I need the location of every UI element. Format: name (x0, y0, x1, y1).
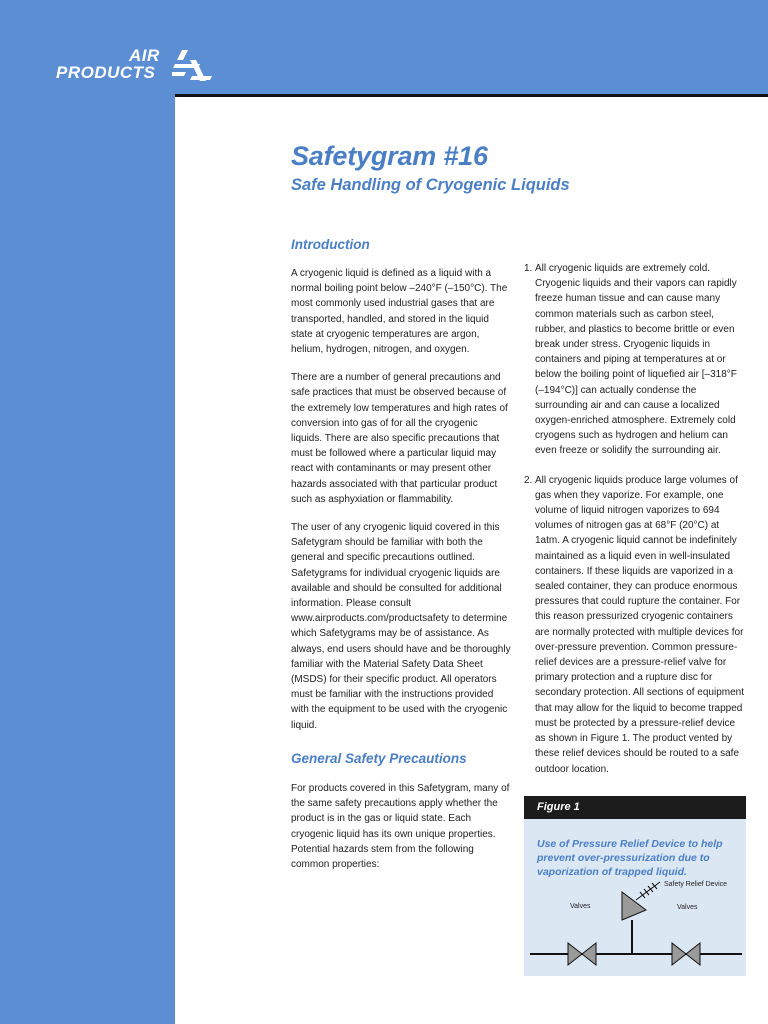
list-item-number: 1. (524, 263, 533, 274)
general-precautions-body (291, 781, 511, 872)
relief-valve-icon (622, 892, 646, 920)
page-title: Safetygram #16 (291, 141, 488, 171)
logo-text-air: AIR (129, 46, 160, 65)
valves-label-right: Valves (677, 904, 698, 911)
properties-list (524, 261, 746, 777)
introduction-paragraph: The user of any cryogenic liquid covered in this Safetygram should be familiar with both the general and specific precautions outlined. Safetygrams for individual cryogenic liquids are available and should be consulted for additional information. Please consult www.airproducts.com/productsafety to determine which Safetygrams may be of assistance. As always, end users should have and be thoroughly familiar with the Material Safety Data Sheet (MSDS) for their specific product. All operators must be familiar with the instructions provided with the equipment to be used with the cryogenic liquid. (291, 522, 511, 731)
valve-left-icon (568, 943, 596, 965)
valves-label-left: Valves (570, 903, 591, 910)
introduction-body (291, 266, 511, 733)
general-precautions-heading: General Safety Precautions (291, 751, 467, 766)
introduction-heading: Introduction (291, 237, 370, 252)
list-item (524, 473, 746, 777)
introduction-paragraph: A cryogenic liquid is defined as a liquid with a normal boiling point below –240°F (–150°C). The most commonly used industrial gases that are transported, handled, and stored in the liquid state at cryogenic temperatures are argon, helium, hydrogen, nitrogen, and oxygen. (291, 268, 508, 356)
introduction-paragraph: There are a number of general precautions and safe practices that must be observed because of the extremely low temperatures and high rates of conversion into gas of for all the cryogenic liquids. There are also specific precautions that must be followed where a particular liquid may react with contaminants or may present other hazards associated with that particular product such as asphyxiation or flammability. (291, 372, 508, 505)
list-item (524, 261, 746, 459)
figure-caption: Use of Pressure Relief Device to help prevent over-pressurization due to vaporization of trapped liquid. (537, 837, 723, 878)
page-subtitle: Safe Handling of Cryogenic Liquids (291, 176, 570, 194)
logo-text-products: PRODUCTS (56, 63, 156, 82)
brand-logo (54, 44, 224, 88)
list-item-number: 2. (524, 474, 533, 486)
list-item-text: All cryogenic liquids produce large volumes of gas when they vaporize. For example, one volume of liquid nitrogen vaporizes to 694 volumes of nitrogen gas at 68°F (20°C) at 1atm. A cryogenic liquid cannot be indefinitely maintained as a liquid even in well-insulated containers. If these liquids are vaporized in a sealed container, they can produce enormous pressures that could rupture the container. For this reason pressurized cryogenic containers are normally protected with multiple devices for over-pressure prevention. Common pressure-relief devices are a pressure-relief valve for primary protection and a rupture disc for secondary protection. All sections of equipment that may allow for the liquid to become trapped must be protected by a pressure-relief device as shown in Figure 1. The product vented by these relief devices should be routed to a safe outdoor location. (535, 474, 745, 775)
figure-1 (524, 796, 746, 976)
general-precautions-paragraph: For products covered in this Safetygram, many of the same safety precautions apply whether the product is in the gas or liquid state. Each cryogenic liquid has its own unique properties. Potential hazards stem from the following common properties: (291, 783, 510, 871)
figure-title: Figure 1 (537, 801, 580, 813)
relief-device-label: Safety Relief Device (664, 881, 728, 888)
valve-right-icon (672, 943, 700, 965)
logo-mark-icon (172, 48, 220, 84)
relief-spring-icon (636, 882, 660, 900)
list-item-text: All cryogenic liquids are extremely cold. Cryogenic liquids and their vapors can rapidly freeze human tissue and can cause many common materials such as carbon steel, rubber, and plastics to become brittle or even break under stress. Cryogenic liquids in containers and piping at temperatures at or below the boiling point of liquefied air [–318°F (–194°C)] can actually condense the surrounding air and can cause a localized oxygen-enriched atmosphere. Extremely cold cryogens such as hydrogen and helium can even freeze or solidify the surrounding air. (535, 263, 737, 457)
